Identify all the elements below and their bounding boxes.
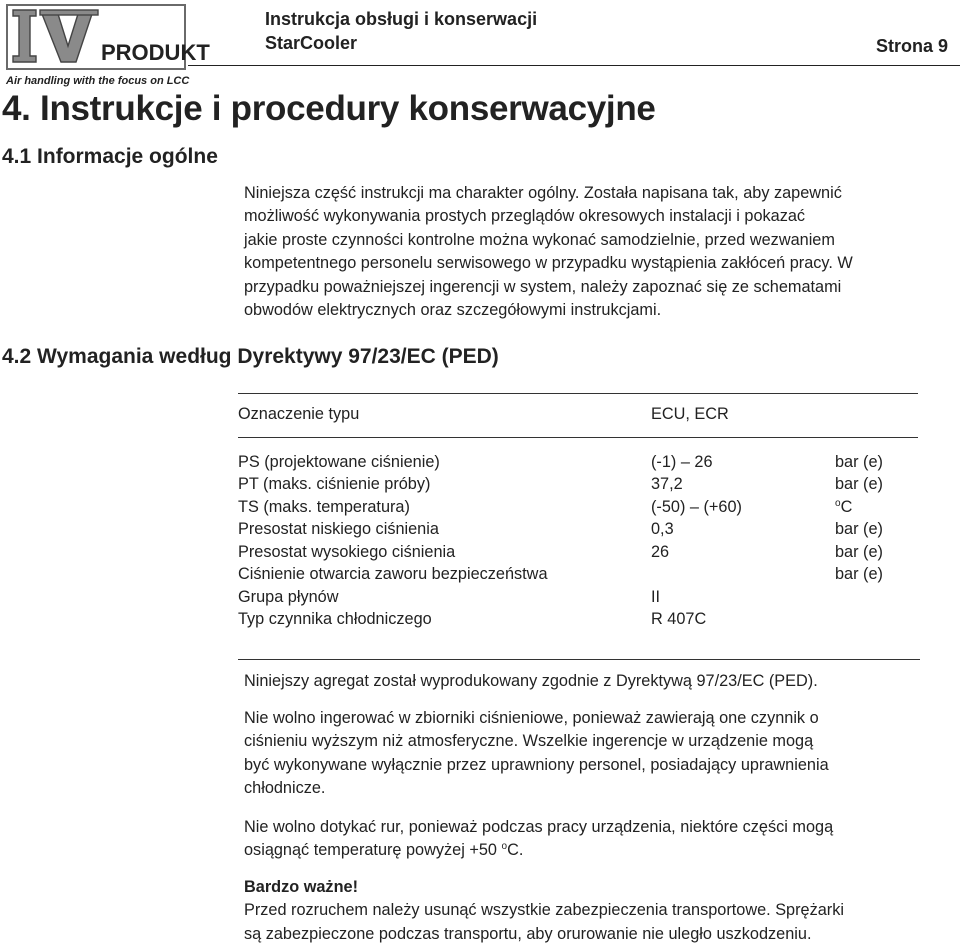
degree-superscript: o [835,498,841,509]
section-4-2-heading: 4.2 Wymagania według Dyrektywy 97/23/EC (PED) [2,345,499,368]
note-line: są zabezpieczone podczas transportu, aby orurowanie nie uległo uszkodzeniu. [244,924,812,943]
table-row [238,541,938,563]
row-value: 37,2 [651,475,683,493]
company-logo [6,4,210,70]
table-header-rule [238,437,918,438]
logo-tagline: Air handling with the focus on LCC [6,75,190,87]
type-designation-value: ECU, ECR [651,405,729,423]
note-line: Nie wolno dotykać rur, ponieważ podczas pracy urządzenia, niektóre części mogą [244,818,834,836]
table-row [238,451,938,473]
row-label: Presostat wysokiego ciśnienia [238,543,456,561]
table-header-row [238,403,938,425]
row-unit [835,496,852,518]
row-label: TS (maks. temperatura) [238,498,410,516]
table-row [238,473,938,495]
pressure-vessel-warning [244,707,958,801]
row-value: II [651,588,661,606]
table-row [238,518,938,540]
table-row [238,586,938,608]
note-line: Przed rozruchem należy usunąć wszystkie zabezpieczenia transportowe. Sprężarki [244,901,844,920]
important-notice [244,876,958,946]
table-bottom-rule [238,659,920,660]
hot-pipes-warning [244,816,958,863]
paragraph-line: Niniejsza część instrukcji ma charakter ogólny. Została napisana tak, aby zapewnić [244,184,842,202]
page-number: Strona 9 [875,36,948,56]
ped-compliance-note [244,670,958,693]
row-value: (-50) – (+60) [651,498,742,516]
row-label: Grupa płynów [238,588,339,606]
degree-superscript: o [501,841,508,853]
row-label: PT (maks. ciśnienie próby) [238,475,431,493]
row-value: (-1) – 26 [651,453,713,471]
paragraph-line: jakie proste czynności kontrolne można wykonać samodzielnie, przed wezwaniem [244,230,835,249]
row-unit: bar (e) [835,565,883,583]
paragraph-line: przypadku poważniejszej ingerencji w system, należy zapoznać się ze schematami [244,277,842,296]
row-label: PS (projektowane ciśnienie) [238,453,440,471]
paragraph-line: obwodów elektrycznych oraz szczegółowymi instrukcjami. [244,301,662,320]
note-line: osiągnąć temperaturę powyżej +50 [244,841,502,860]
type-designation-label: Oznaczenie typu [238,405,360,423]
row-value: R 407C [651,610,707,628]
document-subtitle: StarCooler [265,33,358,53]
table-row [238,563,938,585]
header-divider [188,65,960,66]
row-unit: bar (e) [835,520,883,538]
table-top-rule [238,393,918,394]
row-unit: bar (e) [835,543,883,561]
note-line: być wykonywane wyłącznie przez uprawniony personel, posiadający uprawnienia [244,755,829,774]
note-line-end: C. [507,841,524,860]
row-label: Ciśnienie otwarcia zaworu bezpieczeństwa [238,565,548,583]
table-row [238,496,938,518]
table-row [238,608,938,630]
paragraph-line: kompetentnego personelu serwisowego w przypadku wystąpienia zakłóceń pracy. W [244,254,853,273]
note-line: Niniejszy agregat został wyprodukowany zgodnie z Dyrektywą 97/23/EC (PED). [244,672,818,690]
note-line: ciśnieniu wyższym niż atmosferyczne. Wszelkie ingerencje w urządzenie mogą [244,732,814,751]
row-value: 0,3 [651,520,674,538]
important-heading: Bardzo ważne! [244,878,358,896]
row-value: 26 [651,543,670,561]
note-line: chłodnicze. [244,779,326,798]
document-title: Instrukcja obsługi i konserwacji [265,9,538,29]
row-unit: bar (e) [835,453,883,471]
unit-celsius: C [840,498,853,516]
general-info-paragraph [244,182,956,322]
section-4-1-heading: 4.1 Informacje ogólne [2,145,218,168]
paragraph-line: możliwość wykonywania prostych przeglądów okresowych instalacji i pokazać [244,207,806,226]
row-label: Presostat niskiego ciśnienia [238,520,439,538]
row-label: Typ czynnika chłodniczego [238,610,432,628]
section-4-heading: 4. Instrukcje i procedury konserwacyjne [2,89,656,128]
note-line: Nie wolno ingerować w zbiorniki ciśnieniowe, ponieważ zawierają one czynnik o [244,709,819,727]
logo-wordmark: PRODUKT [101,40,210,65]
row-unit: bar (e) [835,475,883,493]
iv-produkt-logo-graphic [6,4,210,70]
